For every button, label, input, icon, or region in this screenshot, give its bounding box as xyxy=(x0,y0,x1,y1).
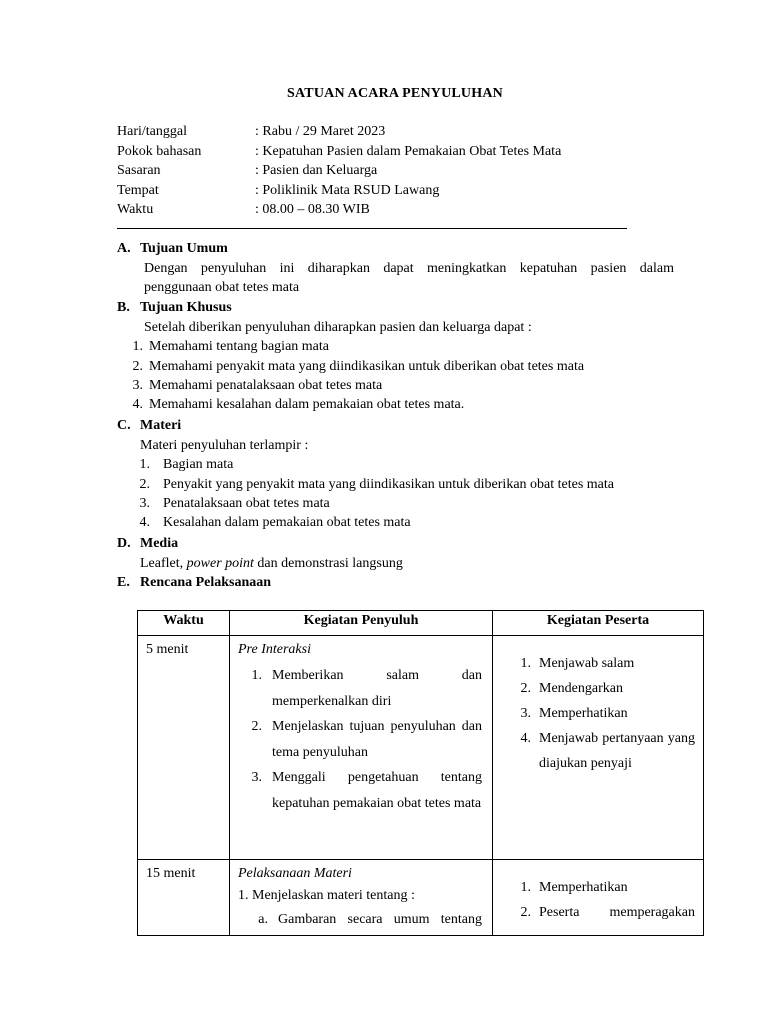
section-materi xyxy=(117,416,687,533)
info-label: Waktu xyxy=(117,202,154,218)
section-title: Tujuan Khusus xyxy=(140,300,232,315)
info-label: Hari/tanggal xyxy=(117,124,187,139)
list-item xyxy=(117,455,687,474)
media-text-post: dan demonstrasi langsung xyxy=(253,555,403,571)
column-header: Waktu xyxy=(138,611,230,636)
list-item xyxy=(117,395,687,414)
cell-activity xyxy=(230,636,493,860)
section-letter: D. xyxy=(117,536,131,551)
cell-time: 5 menit xyxy=(138,636,230,860)
section-intro: Materi penyuluhan terlampir : xyxy=(140,437,309,453)
section-tujuan-khusus xyxy=(117,298,687,415)
section-letter: C. xyxy=(117,418,131,433)
cell-activity xyxy=(230,860,493,936)
list-text: Memahami penatalaksaan obat tetes mata xyxy=(149,377,383,393)
info-value: : Poliklinik Mata RSUD Lawang xyxy=(255,182,440,198)
info-row-target xyxy=(117,161,627,181)
paragraph-line: Dengan penyuluhan ini diharapkan dapat meningkatkan kepatuhan pasien dalam xyxy=(144,260,674,276)
participant-text: Menjawab pertanyaan yang diajukan penyaji xyxy=(539,731,695,771)
list-item xyxy=(117,513,687,532)
participant-number: 1. xyxy=(520,656,531,671)
list-text: Bagian mata xyxy=(163,457,234,473)
plan-table xyxy=(137,610,704,936)
list-item xyxy=(117,357,687,376)
list-item xyxy=(117,494,687,513)
info-label: Sasaran xyxy=(117,163,161,179)
divider-line xyxy=(117,228,627,229)
participant-text: Menjawab salam xyxy=(539,656,635,671)
list-text: Penyakit yang penyakit mata yang diindikasikan untuk diberikan obat tetes mata xyxy=(163,476,614,492)
section-title: Rencana Pelaksanaan xyxy=(140,575,272,590)
media-text-pre: Leaflet, xyxy=(140,555,187,571)
info-label: Pokok bahasan xyxy=(117,143,202,159)
table-row xyxy=(138,636,704,860)
info-label: Tempat xyxy=(117,182,159,198)
activity-line: 1. Menjelaskan materi tentang : xyxy=(238,888,415,903)
section-title: Tujuan Umum xyxy=(140,241,228,256)
section-heading xyxy=(117,298,687,318)
section-heading xyxy=(117,573,687,593)
paragraph-line: penggunaan obat tetes mata xyxy=(144,280,300,296)
info-value: : Rabu / 29 Maret 2023 xyxy=(255,124,386,139)
section-title: Media xyxy=(140,536,179,551)
activity-text: Memberikan salam dan memperkenalkan diri xyxy=(272,668,482,709)
participant-number: 3. xyxy=(520,706,531,721)
section-heading xyxy=(117,239,687,259)
participant-number: 2. xyxy=(520,681,531,696)
section-intro: Setelah diberikan penyuluhan diharapkan pasien dan keluarga dapat : xyxy=(144,319,532,335)
activity-text: Menggali pengetahuan tentang kepatuhan pemakaian obat tetes mata xyxy=(272,770,482,811)
section-heading xyxy=(117,534,687,554)
info-row-topic xyxy=(117,142,627,162)
section-rencana xyxy=(117,573,687,593)
activity-item xyxy=(238,663,482,714)
media-text xyxy=(140,554,687,574)
list-number: 2. xyxy=(139,476,150,492)
list-item xyxy=(117,475,687,494)
activity-sub-letter: a. xyxy=(258,912,268,927)
participant-item xyxy=(511,900,695,925)
info-row-time xyxy=(117,200,627,220)
document-title: SATUAN ACARA PENYULUHAN xyxy=(287,86,503,101)
participant-text: Mendengarkan xyxy=(539,681,623,696)
activity-title: Pre Interaksi xyxy=(238,642,311,657)
list-item xyxy=(117,337,687,356)
list-item xyxy=(117,376,687,395)
column-header: Kegiatan Penyuluh xyxy=(230,611,493,636)
participant-item xyxy=(511,726,695,776)
activity-item xyxy=(238,765,482,816)
cell-participant xyxy=(493,860,704,936)
list-text: Memahami tentang bagian mata xyxy=(149,339,329,355)
cell-participant xyxy=(493,636,704,860)
activity-title: Pelaksanaan Materi xyxy=(238,866,352,881)
activity-item xyxy=(238,714,482,765)
participant-item xyxy=(511,651,695,676)
table-header-row xyxy=(138,611,704,636)
participant-text: Peserta memperagakan xyxy=(539,905,695,920)
section-letter: E. xyxy=(117,575,130,590)
info-value: : 08.00 – 08.30 WIB xyxy=(255,202,370,218)
section-title: Materi xyxy=(140,418,182,433)
activity-subitem xyxy=(254,908,482,932)
activity-number: 2. xyxy=(251,719,262,734)
participant-item xyxy=(511,676,695,701)
info-row-place xyxy=(117,181,627,201)
activity-number: 1. xyxy=(251,668,262,683)
list-number: 4. xyxy=(139,515,150,531)
info-block xyxy=(117,122,627,220)
activity-text: Menjelaskan tujuan penyuluhan dan tema penyuluhan xyxy=(272,719,482,760)
list-text: Penatalaksaan obat tetes mata xyxy=(163,495,330,511)
list-number: 2. xyxy=(132,358,143,374)
participant-text: Memperhatikan xyxy=(539,706,628,721)
section-heading xyxy=(117,416,687,436)
info-value: : Kepatuhan Pasien dalam Pemakaian Obat Tetes Mata xyxy=(255,143,562,159)
list-number: 3. xyxy=(139,495,150,511)
list-text: Kesalahan dalam pemakaian obat tetes mata xyxy=(163,515,411,531)
section-letter: B. xyxy=(117,300,130,315)
participant-number: 2. xyxy=(520,905,531,920)
cell-time: 15 menit xyxy=(138,860,230,936)
info-row-date xyxy=(117,122,627,142)
list-text: Memahami penyakit mata yang diindikasikan untuk diberikan obat tetes mata xyxy=(149,358,585,374)
list-number: 3. xyxy=(132,377,143,393)
activity-number: 3. xyxy=(251,770,262,785)
media-text-em: power point xyxy=(186,555,254,571)
list-number: 4. xyxy=(132,397,143,413)
list-number: 1. xyxy=(132,339,143,355)
activity-sub-text: Gambaran secara umum tentang xyxy=(278,912,482,927)
list-number: 1. xyxy=(139,457,150,473)
list-text: Memahami kesalahan dalam pemakaian obat tetes mata. xyxy=(149,397,465,413)
column-header: Kegiatan Peserta xyxy=(493,611,704,636)
participant-text: Memperhatikan xyxy=(539,880,628,895)
table-row xyxy=(138,860,704,936)
participant-item xyxy=(511,701,695,726)
participant-number: 4. xyxy=(520,731,531,746)
section-letter: A. xyxy=(117,241,131,256)
section-tujuan-umum xyxy=(117,239,687,298)
info-value: : Pasien dan Keluarga xyxy=(255,163,378,179)
participant-item xyxy=(511,875,695,900)
section-media xyxy=(117,534,687,573)
participant-number: 1. xyxy=(520,880,531,895)
